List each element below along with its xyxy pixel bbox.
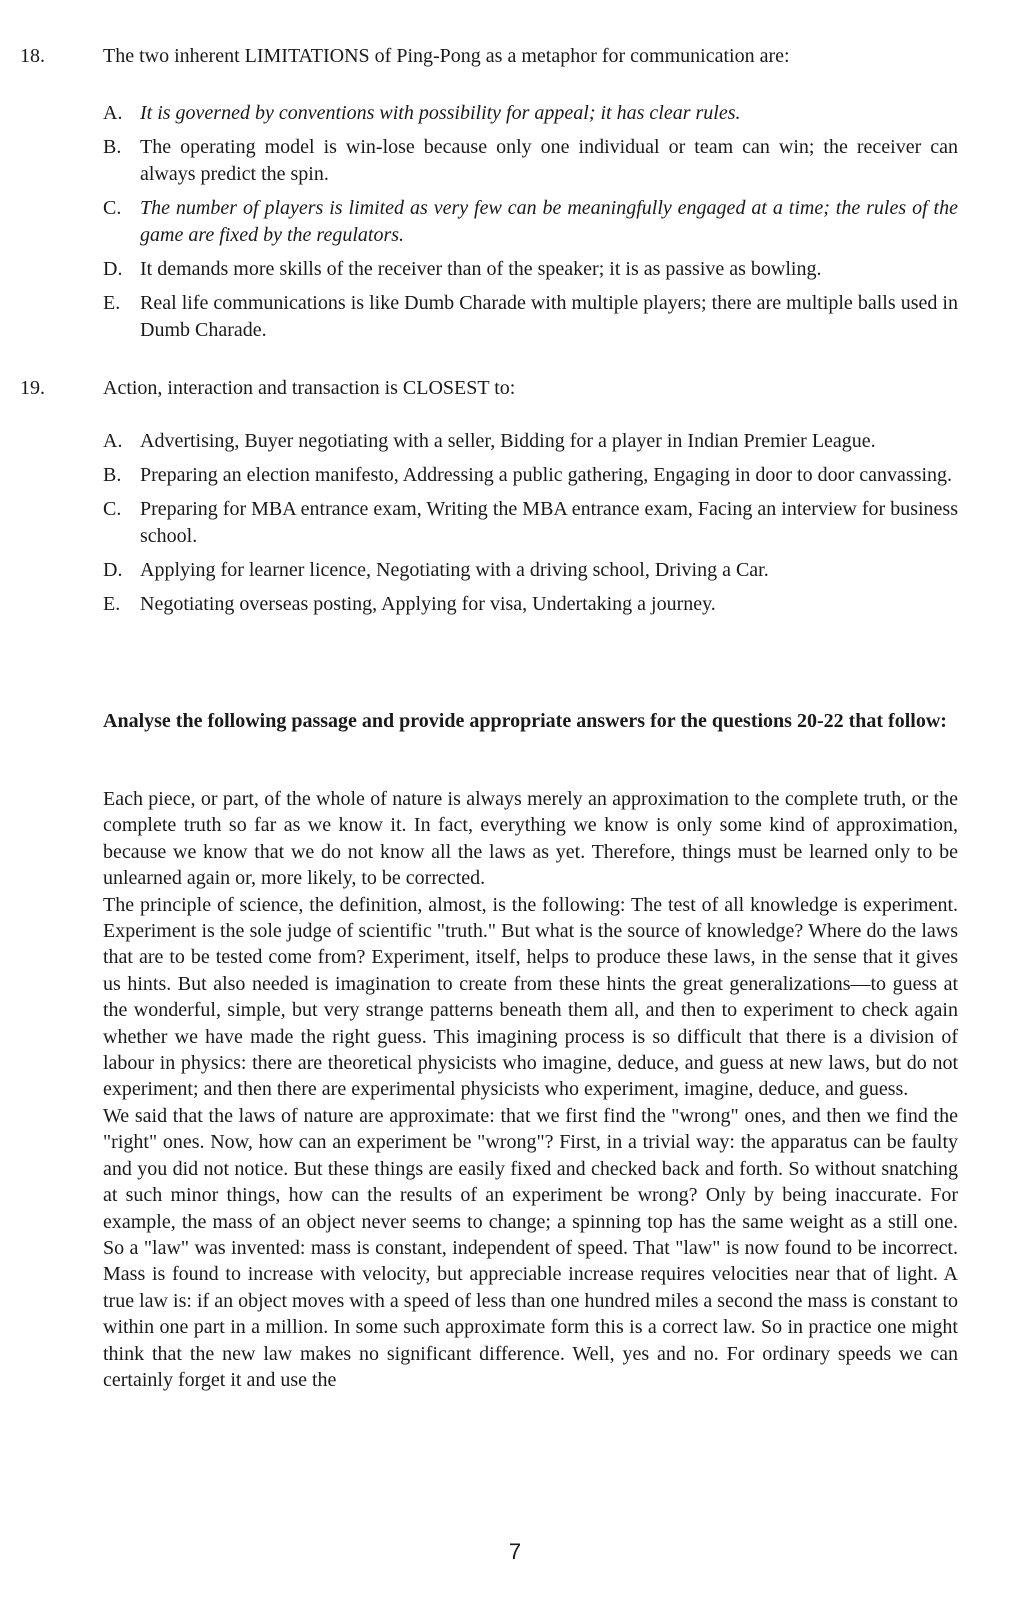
option-b [103,134,958,188]
option-a [103,100,958,127]
option-d [103,256,958,283]
question-number: 19. [20,377,45,399]
option-text: Applying for learner licence, Negotiating with a driving school, Driving a Car. [140,559,769,581]
option-letter: C. [103,498,122,520]
option-d [103,557,958,584]
option-letter: B. [103,136,122,158]
option-letter: A. [103,102,123,124]
option-text: Real life communications is like Dumb Charade with multiple players; there are multiple balls used in Dumb Charade. [140,292,958,341]
option-text: It is governed by conventions with possibility for appeal; it has clear rules. [140,102,741,124]
question-19-options [103,428,958,625]
option-c [103,195,958,249]
question-18-options [103,100,958,351]
option-text: The operating model is win-lose because only one individual or team can win; the receiver can always predict the spin. [140,136,958,185]
option-letter: C. [103,197,122,219]
page-number: 7 [508,1539,522,1564]
option-e [103,591,958,618]
passage-heading: Analyse the following passage and provide appropriate answers for the questions 20-22 that follow: [103,710,947,732]
passage [103,786,958,1393]
option-e [103,290,958,344]
option-c [103,496,958,550]
option-letter: E. [103,292,121,314]
passage-paragraph: We said that the laws of nature are approximate: that we first find the "wrong" ones, and then we find the "right" ones. Now, how can an experiment be "wrong"? First, in a trivial way: the apparatus can be faulty and you did not notice. But these things are easily fixed and checked back and forth. So without snatching at such minor things, how can the results of an experiment be wrong? Only by being inaccurate. For example, the mass of an object never seems to change; a spinning top has the same weight as a still one. So a "law" was invented: mass is constant, independent of speed. That "law" is now found to be incorrect. Mass is found to increase with velocity, but appreciable increase requires velocities near that of light. A true law is: if an object moves with a speed of less than one hundred miles a second the mass is constant to within one part in a million. In some such approximate form this is a correct law. So in practice one might think that the new law makes no significant difference. Well, yes and no. For ordinary speeds we can certainly forget it and use the [103,1104,958,1391]
passage-paragraph: The principle of science, the definition, almost, is the following: The test of all knowledge is experiment. Experiment is the sole judge of scientific "truth." But what is the source of knowledge? Where do the laws that are to be tested come from? Experiment, itself, helps to produce these laws, in the sense that it gives us hints. But also needed is imagination to create from these hints the great generalizations—to guess at the wonderful, simple, but very strange patterns beneath them all, and then to experiment to check again whether we have made the right guess. This imagining process is so difficult that there is a division of labour in physics: there are theoretical physicists who imagine, deduce, and guess at new laws, but do not experiment; and then there are experimental physicists who experiment, imagine, deduce, and guess. [103,893,958,1101]
passage-paragraph: Each piece, or part, of the whole of nature is always merely an approximation to the complete truth, or the complete truth so far as we know it. In fact, everything we know is only some kind of approximation, because we know that we do not know all the laws as yet. Therefore, things must be learned only to be unlearned again or, more likely, to be corrected. [103,788,958,890]
option-letter: B. [103,464,122,486]
option-text: Negotiating overseas posting, Applying for visa, Undertaking a journey. [140,593,716,615]
option-letter: D. [103,258,123,280]
option-text: Preparing for MBA entrance exam, Writing the MBA entrance exam, Facing an interview for business school. [140,498,958,547]
question-number: 18. [20,45,45,67]
option-a [103,428,958,455]
option-text: The number of players is limited as very few can be meaningfully engaged at a time; the rules of the game are fixed by the regulators. [140,197,958,246]
option-text: It demands more skills of the receiver than of the speaker; it is as passive as bowling. [140,258,822,280]
option-b [103,462,958,489]
option-letter: D. [103,559,123,581]
question-text: The two inherent LIMITATIONS of Ping-Pong as a metaphor for communication are: [103,45,790,67]
option-letter: E. [103,593,121,615]
option-text: Preparing an election manifesto, Addressing a public gathering, Engaging in door to door canvassing. [140,464,953,486]
option-text: Advertising, Buyer negotiating with a seller, Bidding for a player in Indian Premier League. [140,430,876,452]
question-text: Action, interaction and transaction is CLOSEST to: [103,377,516,399]
option-letter: A. [103,430,123,452]
